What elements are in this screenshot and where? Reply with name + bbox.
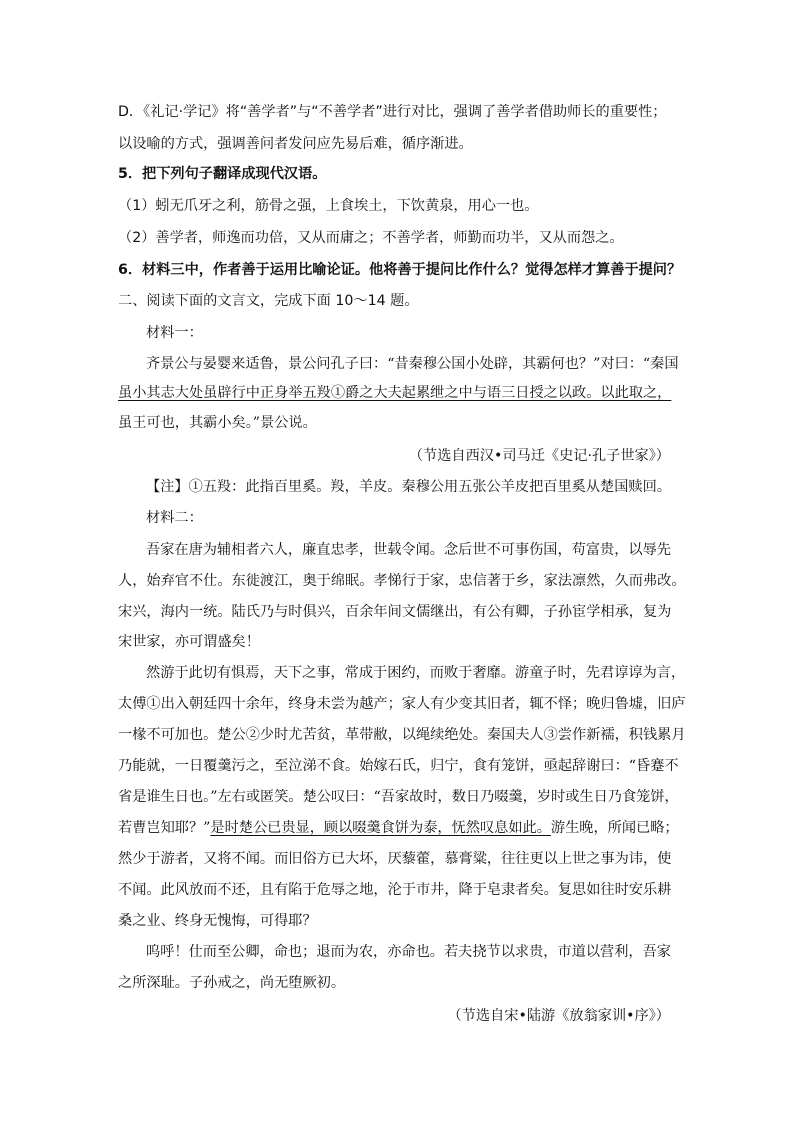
- material-2-p3-line-2: 之所深耻。子孙戒之，尚无堕厥初。: [118, 975, 346, 991]
- material-2-p2-line-6: [118, 818, 679, 838]
- material-2-label: 材料二：: [146, 510, 203, 526]
- material-2-p2-line-9: 桑之业、终身无愧悔，可得耶？: [118, 913, 317, 929]
- material-2-p1-line-4: 宋世家，亦可谓盛矣！: [118, 634, 260, 650]
- material-1-line-3: 虽王可也，其霸小矣。”景公说。: [118, 415, 317, 431]
- material-2-p2-line-2: 太傅①出入朝廷四十余年，终身未尝为越产；家人有少变其旧者，辄不怿；晚归鲁墟，旧庐: [118, 696, 686, 712]
- section-2-heading: 二、阅读下面的文言文，完成下面 10～14 题。: [118, 293, 419, 309]
- material-2-p1-line-2: 人，始弃官不仕。东徙渡江，奥于绵眠。孝悌行于家，忠信著于乡，家法凛然，久而弗改。: [118, 573, 686, 589]
- material-1-note: 【注】①五羖：此指百里奚。羖，羊皮。秦穆公用五张公羊皮把百里奚从楚国赎回。: [146, 479, 671, 495]
- material-2-p2-line-4: 乃能就，一日覆羹污之，至泣涕不食。始嫁石氏，归宁，食有笼饼，亟起辞谢曰：“昏蹇不: [118, 758, 679, 774]
- material-2-p3-line-1: 呜呼！仕而至公卿，命也；退而为农，亦命也。若夫挠节以求贵，市道以营利，吾家: [146, 944, 671, 960]
- option-d-line-1: D．《礼记·学记》将“善学者”与“不善学者”进行对比，强调了善学者借助师长的重要性；: [118, 104, 667, 120]
- material-2-p2-line-1: 然游于此切有惧焉，天下之事，常成于困约，而败于奢靡。游童子时，先君谆谆为言，: [146, 665, 686, 681]
- line-6-end: 游生晚，所闻已略；: [550, 820, 679, 836]
- material-2-p2-line-8: 不闻。此风放而不还，且有陷于危辱之地，沦于市井，降于皂隶者矣。复思如往时安乐耕: [118, 882, 672, 898]
- material-2-p2-line-7: 然少于游者，又将不闻。而旧俗方已大坏，厌藜藿，慕膏粱，往往更以上世之事为讳，使: [118, 851, 672, 867]
- material-2-p1-line-1: 吾家在唐为辅相者六人，廉直忠孝，世载令闻。念后世不可事伤国，苟富贵，以辱先: [146, 542, 671, 558]
- material-2-p1-line-3: 宋兴，海内一统。陆氏乃与时俱兴，百余年间文儒继出，有公有卿，子孙宦学相承，复为: [118, 604, 672, 620]
- question-5-title: 5．把下列句子翻译成现代汉语。: [118, 166, 327, 182]
- material-2-source: （节选自宋•陆游《放翁家训•序》）: [447, 1008, 670, 1024]
- question-5-item-1: （1）蚓无爪牙之利，筋骨之强，上食埃土，下饮黄泉，用心一也。: [118, 198, 539, 214]
- material-1-label: 材料一：: [146, 325, 203, 341]
- line-6-start: 若曹岂知耶？”: [118, 820, 211, 836]
- material-1-line-2: 虽小其志大处虽辟行中正身举五羖①爵之大夫起累绁之中与语三日授之以政。以此取之，: [118, 385, 672, 401]
- material-1-source: （节选自西汉•司马迁《史记·孔子世家》）: [408, 448, 670, 464]
- option-d-line-2: 以设喻的方式，强调善问者发问应先易后难，循序渐进。: [118, 136, 473, 152]
- material-2-p2-line-3: 一椽不可加也。楚公②少时尤苦贫，革带敝，以绳续绝处。秦国夫人③尝作新襦，积钱累月: [118, 727, 686, 743]
- underlined-sentence: 是时楚公已贵显，顾以啜羹食饼为泰，怃然叹息如此。: [210, 820, 551, 836]
- material-1-line-1: 齐景公与晏婴来适鲁，景公问孔子曰：“昔秦穆公国小处辟，其霸何也？”对曰：“秦国: [146, 356, 679, 372]
- question-5-item-2: （2）善学者，师逸而功倍，又从而庸之；不善学者，师勤而功半，又从而怨之。: [118, 230, 624, 246]
- material-2-p2-line-5: 省是谁生日也。”左右或匿笑。楚公叹曰：“吾家故时，数日乃啜羹，岁时或生日乃食笼饼，: [118, 789, 679, 805]
- question-6: 6．材料三中，作者善于运用比喻论证。他将善于提问比作什么？觉得怎样才算善于提问？: [118, 262, 682, 278]
